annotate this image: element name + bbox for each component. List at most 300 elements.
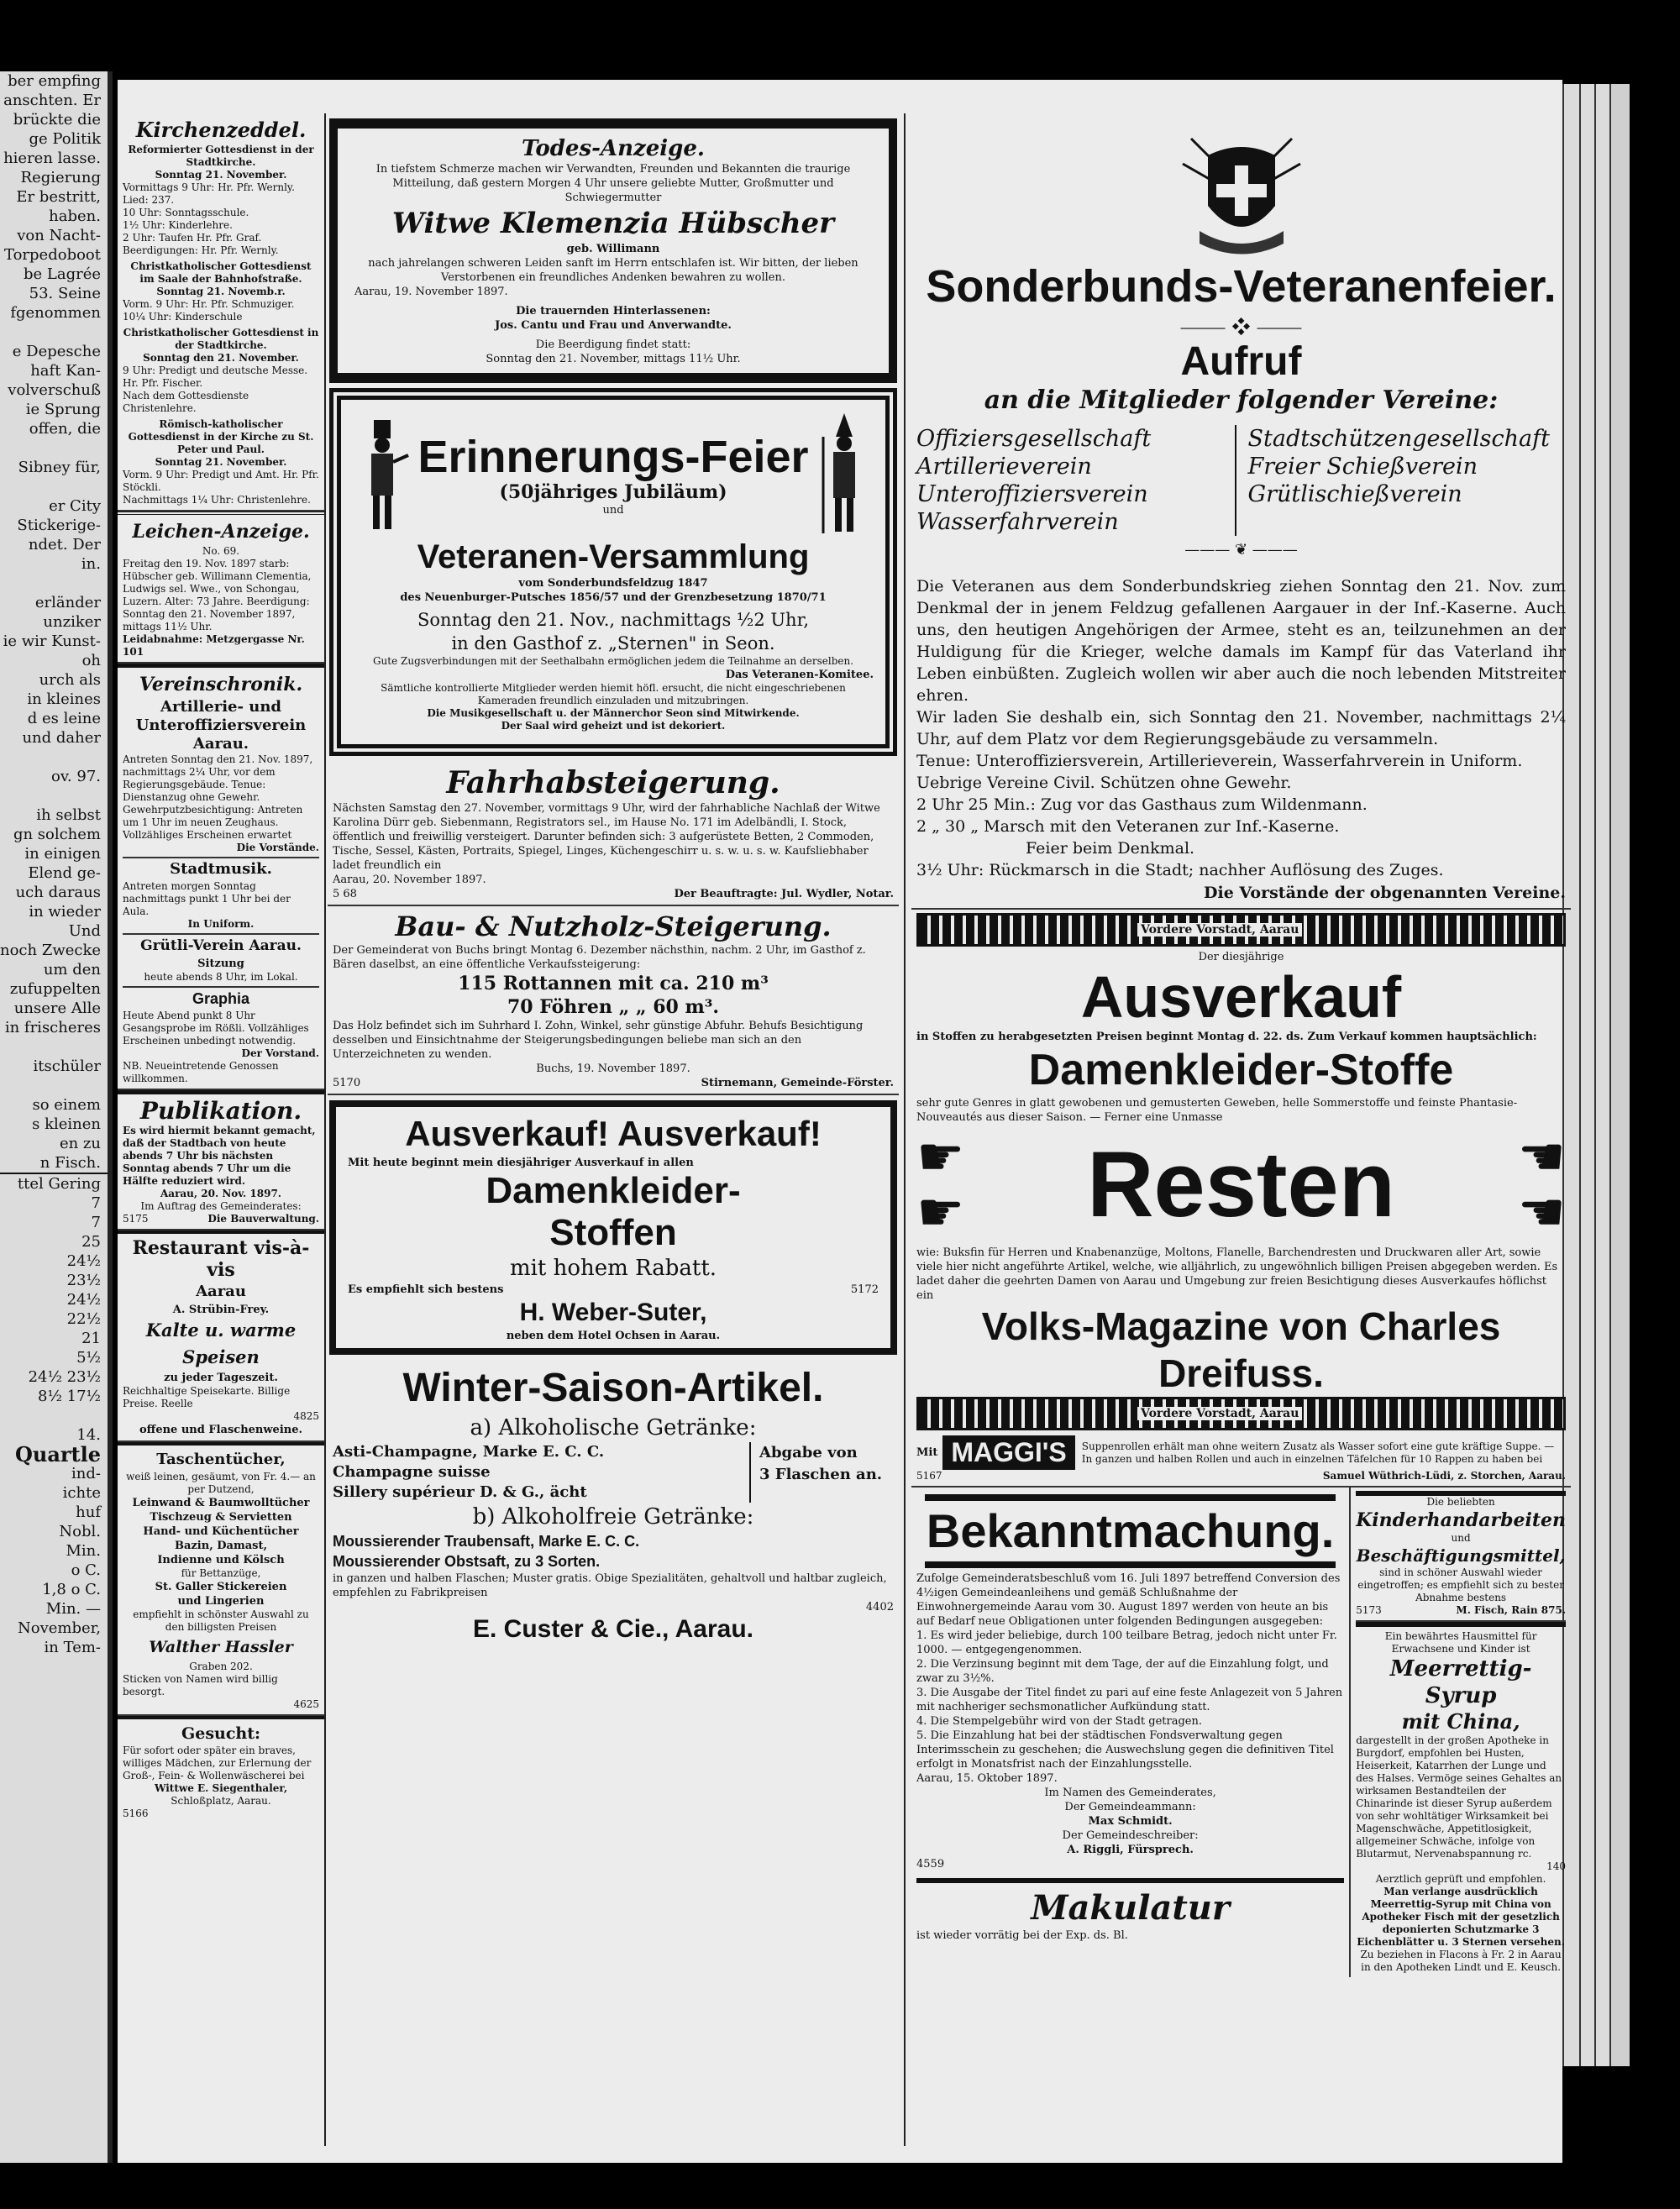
dreifuss-title: Ausverkauf [1080,964,1402,1030]
leichen-footer: Leidabnahme: Metzgergasse Nr. 101 [123,633,305,658]
prev-page-line: gn solchem [13,826,101,843]
kinder-und: und [1451,1532,1471,1544]
prev-note: 1,8 o C. [42,1581,101,1598]
pointing-hand-icon: ☚ [1517,1126,1566,1188]
graphia-nb: NB. Neueintretende Genossen willkommen. [123,1060,279,1084]
graphia-title: Graphia [123,986,319,1010]
prev-page-line: in einigen [24,845,101,863]
prev-page-line: unsere Alle [13,1000,101,1017]
verein-item: Wasserfahrverein [916,509,1119,535]
programm-item: 2 Uhr 25 Min.: Zug vor das Gasthaus zum Wildenmann. [916,795,1368,814]
prev-page-line: itschüler [33,1057,101,1075]
winter-a1b: Marke E. C. C. [482,1443,605,1461]
erinnerung-note: Sämtliche kontrollierte Mitglieder werden hiemit höfl. ersucht, die nicht eingeschriebenen Kameraden freundlich einzuladen und mitzubringen. [381,682,846,706]
gesucht-text: Für sofort oder später ein braves, williges Mädchen, zur Erlernung der Groß-, Fein- & Wollenwäscherei bei [123,1745,312,1781]
prev-table-row: 7 [91,1214,101,1231]
prev-note: in Tem- [44,1639,101,1656]
fahrhab-date: Aarau, 20. November 1897. [333,874,486,886]
verein-item: Freier Schießverein [1247,454,1478,480]
prev-table-row: 25 [81,1233,101,1251]
taschen-line: weiß leinen, gesäumt, von Fr. 4.— an per Dutzend, [126,1471,316,1495]
ad-number: 5166 [123,1808,149,1819]
prev-page-line: ie wir Kunst- [3,632,101,650]
prev-page-line: haben. [49,207,101,225]
service-line: 10 Uhr: Sonntagsschule. [123,207,249,218]
restaurant-weine: offene und Flaschenweine. [139,1424,303,1436]
winter-saison-ad [328,1360,899,1648]
erinnerung-sub1: vom Sonderbundsfeldzug 1847 [518,577,708,590]
prev-page-line: in kleines [27,690,101,708]
restaurant-place: Aarau [196,1283,246,1300]
erinnerung-where: in den Gasthof z. „Sternen" in Seon. [451,633,775,653]
meer-pre: Ein bewährtes Hausmittel für Erwachsene und Kinder ist [1384,1630,1537,1655]
service-line: 1½ Uhr: Kinderlehre. [123,219,233,231]
artillerie-text: Antreten Sonntag den 21. Nov. 1897, nachmittags 2¼ Uhr, vor dem Regierungsgebäude. Tenue: Dienstanzug ohne Gewehr. Gewehrputzbesichtigung: Antreten um 1 Uhr im neuen Zeughaus. Vollzähliges Erscheinen erwartet [123,753,313,841]
graphia-text: Heute Abend punkt 8 Uhr Gesangsprobe im Rößli. Vollzähliges Erscheinen unbedingt notwendig. [123,1010,309,1047]
restaurant-title: Restaurant vis-à-vis [132,1237,310,1281]
page-edge [1594,84,1609,2066]
ausverkauf-title: Ausverkauf! Ausverkauf! [405,1114,822,1153]
swiss-coat-of-arms-icon [1166,122,1317,256]
service-line: 10¼ Uhr: Kinderschule [123,311,243,323]
todes-mourn: Die trauernden Hinterlassenen: [516,305,711,317]
ausverkauf-name: H. Weber-Suter, [519,1299,707,1326]
winter-a2: Champagne suisse [333,1463,491,1481]
erinnerung-music: Die Musikgesellschaft u. der Männerchor Seon sind Mitwirkende. [427,707,800,719]
newspaper-page [118,80,1566,2163]
todes-title: Todes-Anzeige. [522,136,705,161]
verein-item: Artillerieverein [916,454,1092,480]
prev-table-row: 22½ [66,1310,101,1328]
weber-suter-ad [329,1100,897,1355]
page-edge [1609,84,1630,2066]
prev-page-line: e Depesche [12,343,101,360]
erinnerung-train: Gute Zugsverbindungen mit der Seethalbahn ermöglichen jedem die Teilnahme an derselben. [372,655,854,667]
bekannt-ammann: Der Gemeindeammann: [1064,1801,1196,1813]
previous-page-text [0,71,108,1657]
meer-text: dargestellt in der großen Apotheke in Burgdorf, empfohlen bei Husten, Heiserkeit, Katarrhen der Lunge und des Halses. Vermöge seines Gehaltes an wirksamen Bestandteilen der Chinarinde ist dieser Syrup außerdem von sehr wohltätiger Wirksamkeit bei Magenschwäche, Appetitlosigkeit, allgemeiner Schwäche, infolge von Blutarmut, Nervenabspannung rc. [1356,1734,1562,1860]
prev-table-row: 24½ 23½ [28,1368,101,1386]
prev-page-line: volverschuß [8,381,101,399]
service-line: Beerdigungen: Hr. Pfr. Wernly. [123,244,279,256]
prev-page-line: 53. Seine [29,285,101,302]
vereinschronik [118,664,324,1090]
right-small-ads [1351,1488,1571,1977]
prev-page-line: in. [81,555,101,573]
winter-b2b: zu 3 Sorten. [514,1553,601,1570]
todes-name: Witwe Klemenzia Hübscher [391,207,835,240]
publikation [118,1090,324,1230]
section-date: Sonntag den 21. November. [143,352,299,364]
ornamental-stripe [916,1397,1566,1430]
stadtmusik-sign: In Uniform. [187,918,255,930]
section-date: Sonntag 21. November. [155,456,287,468]
restaurant-text: Reichhaltige Speisekarte. Billige Preise. Reelle [123,1385,291,1409]
pointing-hand-icon: ☛ [916,1126,965,1188]
veteranen-sign: Die Vorstände der obgenannten Vereine. [1204,884,1566,902]
taschen-addr: Graben 202. [189,1661,253,1672]
grutli-text: heute abends 8 Uhr, im Lokal. [144,971,298,983]
prev-table-row: 24½ [66,1291,101,1309]
bekannt-item: 3. Die Ausgabe der Titel findet zu pari auf eine feste Anlagezeit von 5 Jahren mit nachheriger sechsmonatlicher Aufkündung statt. [916,1687,1343,1713]
makulatur-text: ist wieder vorrätig bei der Exp. ds. Bl. [916,1929,1128,1942]
taschen-item: Bazin, Damast, [175,1540,267,1552]
service-line: Vorm. 9 Uhr: Hr. Pfr. Schmuziger. [123,298,295,310]
prev-page-line [0,323,108,342]
todes-text2: nach jahrelangen schweren Leiden sanft im Herrn entschlafen ist. Wir bitten, der lieben Verstorbenen ein freundliches Andenken bewahren zu wollen. [368,257,858,284]
column-rule [904,113,906,2146]
winter-abgabe: 3 Flaschen an. [759,1466,883,1483]
ornamental-stripe [916,913,1566,947]
verein-item: Grütlischießverein [1247,481,1462,507]
bau-date: Buchs, 19. November 1897. [536,1063,690,1075]
maggi-logo: MAGGI'S [942,1435,1074,1470]
prev-page-line: und daher [22,729,101,747]
prev-note: ind- [71,1465,101,1482]
veteranen-sub: an die Mitglieder folgender Vereine: [984,386,1499,415]
prev-note: huf [76,1503,101,1521]
gesucht-name: Wittwe E. Siegenthaler, [154,1782,288,1794]
ad-number: 4625 [293,1698,319,1710]
prev-note: November, [18,1619,101,1637]
fahrhab-sign: Der Beauftragte: Jul. Wydler, Notar. [674,888,894,900]
service-line: Lied: 237. [123,194,175,206]
leichen-anzeige [118,512,324,664]
prev-page-line: anschten. Er [3,92,101,109]
winter-a3: Sillery supérieur D. & G., [333,1483,545,1501]
section-heading: Römisch-katholischer Gottesdienst in der Kirche zu St. Peter und Paul. [128,418,314,455]
stadtmusik-text: Antreten morgen Sonntag nachmittags punkt 1 Uhr bei der Aula. [123,880,291,917]
stadtmusik-title: Stadtmusik. [123,857,319,880]
dreifuss-text2: sehr gute Genres in glatt gewobenen und gemusterten Geweben, helle Sommerstoffe und feinste Phantasie-Nouveautés aus dieser Saison. — Ferner eine Unmasse [916,1097,1518,1124]
column-3 [911,113,1571,1977]
prev-page-line: erländer [34,594,101,611]
bekannt-item: 1. Es wird jeder beliebige, durch 100 teilbare Betrag, jedoch nicht unter Fr. 1000. — entgegengenommen. [916,1629,1337,1656]
ad-number: 140 [1546,1860,1566,1872]
dreifuss-shop: Volks-Magazine von Charles Dreifuss. [981,1304,1501,1395]
taschen-title: Taschentücher, [156,1451,286,1468]
publikation-auth: Im Auftrag des Gemeinderates: [140,1200,302,1212]
publikation-text: Es wird hiermit bekannt gemacht, daß der Stadtbach von heute abends 7 Uhr bis nächsten Sonntag abends 7 Uhr um die Hälfte reduziert wird. [123,1125,316,1187]
taschen-text: empfiehlt in schönster Auswahl zu den billigsten Preisen [133,1608,309,1633]
prev-page-line: ge Politik [29,130,101,148]
divider-ornament: ——— ❦ ——— [1184,541,1298,559]
erinnerung-sub2: des Neuenburger-Putsches 1856/57 und der Grenzbesetzung 1870/71 [400,591,827,604]
prev-page-line: oh [81,652,101,669]
bekannt-title: Bekanntmachung. [926,1504,1335,1557]
previous-page-strip [0,71,113,2163]
veteranen-text3: Tenue: Unteroffiziersverein, Artillerieverein, Wasserfahrverein in Uniform. Uebrige Vereine Civil. Schützen ohne Gewehr. [916,752,1523,792]
taschen-item: für Bettanzüge, [181,1567,261,1579]
dreifuss-text: in Stoffen zu herabgesetzten Preisen beginnt Montag d. 22. ds. Zum Verkauf kommen hauptsächlich: [916,1031,1537,1043]
ad-number: 5167 [916,1470,942,1482]
prev-page-line: um den [43,961,101,979]
service-line: Vormittags 9 Uhr: Hr. Pfr. Wernly. [123,181,295,193]
publikation-title: Publikation. [139,1097,302,1125]
bekannt-item: 4. Die Stempelgebühr wird von der Stadt getragen. [916,1715,1202,1728]
leichen-text: Freitag den 19. Nov. 1897 starb: Hübscher geb. Willimann Clementia, Ludwigs sel. Wwe., von Schongau, Luzern. Alter: 73 Jahre. Beerdigung: Sonntag den 21. November 1897, mittags 11½ Uhr. [123,558,312,632]
stripe-label: Vordere Vorstadt, Aarau [1137,923,1302,937]
dreifuss-ausverkauf-ad [911,910,1571,1488]
prev-page-line: fgenommen [10,304,101,322]
prev-page-line: ber empfing [8,72,101,90]
bekannt-schreiber: Der Gemeindeschreiber: [1062,1829,1199,1842]
bekannt-date: Aarau, 15. Oktober 1897. [916,1772,1058,1785]
taschen-note: Sticken von Namen wird billig besorgt. [123,1673,278,1697]
meer-title2: mit China, [1401,1709,1520,1734]
bekannt-schreiber-name: A. Riggli, Fürsprech. [1067,1844,1194,1856]
publikation-date: Aarau, 20. Nov. 1897. [160,1188,281,1199]
veteranen-aufruf: Aufruf [1180,339,1302,384]
kinder-title2: Beschäftigungsmittel, [1356,1545,1566,1566]
ad-number: 4402 [865,1601,894,1613]
bau-text: Der Gemeinderat von Buchs bringt Montag 6. Dezember nächsthin, nachm. 2 Uhr, im Gasthof z. Bären daselbst, an eine öffentliche Verkaufssteigerung: [333,944,866,971]
ad-number: 4825 [293,1410,319,1422]
taschen-item: Hand- und Küchentücher [143,1525,299,1538]
prev-page-line: Stickerige- [17,517,101,534]
fahrhab-title: Fahrhabsteigerung. [446,765,780,800]
prev-page-line: ov. 97. [51,768,101,785]
veteranen-text: Die Veteranen aus dem Sonderbundskrieg ziehen Sonntag den 21. Nov. zum Denkmal der in jenem Feldzug gefallenen Aargauer in der Inf.-Kaserne. Auch uns, den heutigen Angehörigen der Armee, steht es an, teilzunehmen an der Huldigung für die Krieger, welche damals im Kampf für das Vaterland ihr Leben einbüßten. Zugleich wollen wir aber auch die noch lebenden Mitstreiter ehren. [916,577,1566,705]
bekannt-text: Zufolge Gemeinderatsbeschluß vom 16. Juli 1897 betreffend Conversion des 4½igen Gemeindeanleihens und gemäß Schlußnahme der Einwohnergemeinde Aarau vom 30. August 1897 werden von heute an bis auf Bedarf neue Obligationen unter folgenden Bedingungen ausgegeben: [916,1572,1341,1628]
prev-page-line: uch daraus [15,884,101,901]
bau-sign: Stirnemann, Gemeinde-Förster. [701,1077,894,1089]
prev-page-line: ndet. Der [28,536,101,554]
section-heading: Christkatholischer Gottesdienst im Saale der Bahnhofstraße. [130,260,312,285]
prev-page-line: be Lagrée [23,265,101,283]
prev-page-line: urch als [39,671,101,689]
vereinschronik-title: Vereinschronik. [139,674,303,695]
prev-page-line [0,1037,108,1057]
taschen-item: Indienne und Kölsch [157,1554,285,1566]
prev-table-row: 5½ [76,1349,101,1367]
prev-page-line: brückte die [13,111,101,129]
prev-page-line: ie Sprung [25,401,101,418]
prev-table-row: 8½ 17½ [38,1388,101,1405]
restaurant-zeit: zu jeder Tageszeit. [164,1372,278,1384]
meer-price: Zu beziehen in Flacons à Fr. 2 in Aarau in den Apotheken Lindt und E. Keusch. [1360,1949,1562,1973]
prev-page-line: Torpedoboot [3,246,101,264]
prev-note: Nobl. [59,1523,101,1540]
vereine-right [1235,425,1567,536]
bekannt-ammann-name: Max Schmidt. [1088,1815,1173,1828]
ad-number: 5 68 [333,888,357,900]
service-line: Nachmittags 1¼ Uhr: Christenlehre. [123,494,311,506]
programm-item: Feier beim Denkmal. [1026,839,1195,858]
ad-number: 5172 [850,1283,879,1296]
column-rule [324,113,326,2146]
gesucht-ad [118,1716,324,1823]
ad-number: 5170 [333,1077,361,1089]
winter-a3b: ächt [549,1483,587,1501]
prev-quartle: Quartle [14,1442,101,1467]
prev-page-line: Sibney für, [18,459,101,476]
prev-note: o C. [71,1561,101,1579]
programm-item: 2 „ 30 „ Marsch mit den Veteranen zur Inf.-Kaserne. [916,817,1340,836]
dreifuss-pre: Der diesjährige [1198,951,1284,963]
service-line: Vorm. 9 Uhr: Predigt und Amt. Hr. Pfr. Stöckli. [123,469,319,493]
meer-title: Meerrettig-Syrup [1389,1656,1532,1708]
makulatur-title: Makulatur [1031,1888,1230,1928]
prev-page-line: Regierung [20,169,101,186]
verein-item: Unteroffiziersverein [916,481,1148,507]
prev-page-line: von Nacht- [17,227,101,244]
prev-page-line [0,1076,108,1095]
ausverkauf-addr: neben dem Hotel Ochsen in Aarau. [506,1330,721,1342]
prev-page-line: n Fisch. [39,1154,101,1172]
prev-table-header: ttel Gering [0,1173,108,1194]
prev-page-line: offen, die [29,420,101,438]
prev-page-line: s kleinen [32,1115,101,1133]
prev-note: Min. [66,1542,101,1560]
prev-page-line: d es leine [27,710,101,727]
todes-burial-time: Sonntag den 21. November, mittags 11½ Uhr. [486,353,741,365]
leichen-number: No. 69. [202,545,240,557]
ausverkauf-big1: Damenkleider- [486,1170,741,1211]
bekannt-item: 2. Die Verzinsung beginnt mit dem Tage, der auf die Einzahlung folgt, und zwar zu 3½%. [916,1658,1329,1685]
winter-b1: Moussierender Traubensaft, Marke E. C. C. [333,1533,640,1550]
winter-a1: Asti-Champagne, [333,1443,478,1461]
prev-table-row: 14. [76,1426,101,1444]
restaurant-owner: A. Strübin-Frey. [172,1304,270,1316]
prev-table-row: 21 [81,1330,101,1347]
soldier-figure-icon [353,412,412,538]
kinder-title: Kinderhandarbeiten [1356,1509,1566,1531]
fahrhab-text: Nächsten Samstag den 27. November, vormittags 9 Uhr, wird der fahrhabliche Nachlaß der Witwe Karolina Dürr geb. Siebenmann, Registrators sel., im Hause No. 171 im Adelbändli, I. Stock, öffentlich und freiwillig versteigert. Darunter befinden sich: 3 aufgerüstete Betten, 2 Commoden, Tische, Sessel, Kästen, Portraits, Spiegel, Linges, Küchengeschirr u. s. w. u. s. w. Kaufsliebhaber ladet freundlich ein [333,802,880,872]
prev-page-line: unziker [43,613,101,631]
kinder-name: M. Fisch, Rain 875. [1456,1604,1566,1616]
section-date: Sonntag 21. Novemb.r. [156,286,286,297]
restaurant-speisen: Kalte u. warme Speisen [145,1320,297,1367]
maggi-sign: Samuel Wüthrich-Lüdi, z. Storchen, Aarau. [1322,1470,1566,1482]
ausverkauf-text: Mit heute beginnt mein diesjähriger Ausverkauf in allen [348,1157,694,1169]
section-heading: Reformierter Gottesdienst in der Stadtkirche. [128,144,314,168]
winter-sign: E. Custer & Cie., Aarau. [473,1615,753,1643]
taschen-item: und Lingerien [177,1595,265,1608]
prev-page-line: Elend ge- [28,864,101,882]
gesucht-title: Gesucht: [181,1724,260,1743]
winter-a: a) Alkoholische Getränke: [470,1415,757,1440]
winter-b: b) Alkoholfreie Getränke: [472,1504,754,1530]
todes-burial: Die Beerdigung findet statt: [535,338,691,351]
dreifuss-text3: wie: Buksfin für Herren und Knabenanzüge, Moltons, Flanelle, Barchendresten und Druckwaren aller Art, sowie viele hier nicht angeführte Artikel, welche, wie alljährlich, zu ungewöhnlich billigen Preisen abgegeben werden. Es ladet daher die geehrten Damen von Aarau und Umgebung zur freien Besichtigung dieses Ausverkaufes höflichst ein [916,1246,1558,1302]
winter-abgabe: Abgabe von [759,1444,858,1461]
prev-note: Min. — [45,1600,101,1618]
bau-text2: Das Holz befindet sich im Suhrhard I. Zohn, Winkel, sehr günstige Abfuhr. Behufs Besichtigung desselben und Einsichtnahme der Steigerungsbedingungen beliebe man sich an den Unterzeichneten zu wenden. [333,1020,864,1061]
ausverkauf-empf: Es empfiehlt sich bestens [348,1283,504,1296]
bau-title: Bau- & Nutzholz-Steigerung. [395,910,832,942]
page-edge [1579,84,1594,2066]
erinnerung-saal: Der Saal wird geheizt und ist dekoriert. [501,720,726,732]
soldier-figure-icon [815,412,874,538]
prev-page-line: noch Zwecke [0,942,102,959]
winter-title: Winter-Saison-Artikel. [402,1366,824,1410]
fahrhabsteigerung-ad [328,761,899,906]
prev-page-line: er City [49,497,101,515]
programm-item: 3½ Uhr: Rückmarsch in die Stadt; nachher Auflösung des Zuges. [916,861,1444,879]
section-heading: Christkatholischer Gottesdienst in der Stadtkirche. [123,327,319,351]
artillerie-sign: Die Vorstände. [236,842,319,853]
section-date: Sonntag 21. November. [155,169,287,181]
taschen-item: Leinwand & Baumwolltücher [132,1497,310,1509]
prev-page-line: so einem [32,1096,101,1114]
dreifuss-big: Damenkleider-Stoffe [1028,1046,1454,1094]
gesucht-addr: Schloßplatz, Aarau. [171,1795,271,1807]
prev-table-row [0,1406,108,1425]
prev-page-line: hieren lasse. [3,150,101,167]
maggi-text: Suppenrollen erhält man ohne weitern Zusatz als Wasser sofort eine gute kräftige Suppe. — In ganzen und halben Rollen und auch in einzelnen Täfelchen für 10 Rappen zu haben bei [1081,1440,1555,1465]
column-1 [118,113,324,1823]
prev-page-line: zufuppelten [9,980,101,998]
publikation-sign: Die Bauverwaltung. [207,1213,319,1225]
prev-page-line [0,574,108,593]
veteranen-text2: Wir laden Sie deshalb ein, sich Sonntag den 21. November, nachmittags 2¼ Uhr, auf dem Platz vor dem Regierungsgebäude zu versammeln. [916,708,1566,748]
dreifuss-resten: Resten [1087,1133,1395,1236]
todes-date: Aarau, 19. November 1897. [354,286,508,298]
erinnerung-when: Sonntag den 21. Nov., nachmittags ½2 Uhr, [417,610,809,630]
bau-volume: „ „ 60 m³. [618,996,720,1018]
kirchenzeddel-notice [118,113,324,512]
prev-page-line: in wieder [29,903,101,921]
grutli-title: Grütli-Verein Aarau. [123,933,319,957]
bau-item: 70 Föhren [507,996,612,1018]
erinnerung-title: Erinnerungs-Feier [417,431,809,482]
restaurant-ad [118,1230,324,1442]
prev-page-line: en zu [59,1135,101,1152]
ad-number: 5173 [1356,1604,1382,1616]
service-line: Nach dem Gottesdienste Christenlehre. [123,390,249,414]
prev-table-row: 23½ [66,1272,101,1289]
prev-page-line: in frischeres [4,1019,101,1036]
ausverkauf-rabatt: mit hohem Rabatt. [509,1256,717,1281]
makulatur-ad [916,1878,1344,1943]
winter-text: in ganzen und halben Flaschen; Muster gratis. Obige Spezialitäten, gehaltvoll und haltbar zugleich, empfehlen zu Fabrikpreisen [333,1572,887,1599]
bau-item: 115 Rottannen mit ca. [458,973,690,994]
todes-text: In tiefstem Schmerze machen wir Verwandten, Freunden und Bekannten die traurige Mitteilung, daß gestern Morgen 4 Uhr unsere geliebte Mutter, Großmutter und Schwiegermutter [375,163,851,204]
bekanntmachung-ad [911,1488,1351,1977]
ausverkauf-big2: Stoffen [549,1212,677,1253]
erinnerung-jubi: (50jähriges Jubiläum) [499,480,727,503]
prev-page-line: Er bestritt, [16,188,101,206]
meer-warn: Man verlange ausdrücklich Meerrettig-Syrup mit China von Apotheker Fisch mit der gesetzlich deponierten Schutzmarke 3 Eichenblätter u. 3 Sternen versehen. [1357,1886,1565,1948]
erinnerungs-feier-ad [329,388,897,756]
kirchenzeddel-title: Kirchenzeddel. [135,118,307,142]
veteranenfeier-ad [911,113,1571,910]
prev-table-row: 7 [91,1194,101,1212]
winter-b2: Moussierender Obstsaft, [333,1553,511,1570]
column-2 [328,113,899,1648]
service-line: 2 Uhr: Taufen Hr. Pfr. Graf. [123,232,262,244]
meerrettig-syrup-ad [1356,1622,1566,1974]
maggi-mit: Mit [916,1446,938,1459]
pointing-hand-icon: ☚ [1517,1182,1566,1244]
prev-note: ichte [62,1484,101,1502]
prev-page-line [0,748,108,767]
service-line: 9 Uhr: Predigt und deutsche Messe. Hr. Pfr. Fischer. [123,365,308,389]
bekannt-item: 5. Die Einzahlung hat bei der städtischen Fondsverwaltung gegen Interimsschein zu geschehen; die Auswechslung gegen die definitiven Titel erfolgt in Monatsfrist nach der Einzahlungsstelle. [916,1729,1334,1771]
todes-anzeige [329,118,897,383]
ad-number: 4559 [916,1858,945,1871]
veteranen-title: Sonderbunds-Veteranenfeier. [926,261,1557,312]
verein-item: Stadtschützengesellschaft [1247,426,1550,452]
prev-page-line [0,438,108,458]
prev-page-line: ih selbst [36,806,101,824]
prev-page-line [0,477,108,496]
erinnerung-title2: Veteranen-Versammlung [417,538,810,575]
verein-item: Offiziersgesellschaft [916,426,1152,452]
nutzholz-steigerung-ad [328,906,899,1095]
bekannt-auth: Im Namen des Gemeinderates, [1044,1787,1216,1799]
